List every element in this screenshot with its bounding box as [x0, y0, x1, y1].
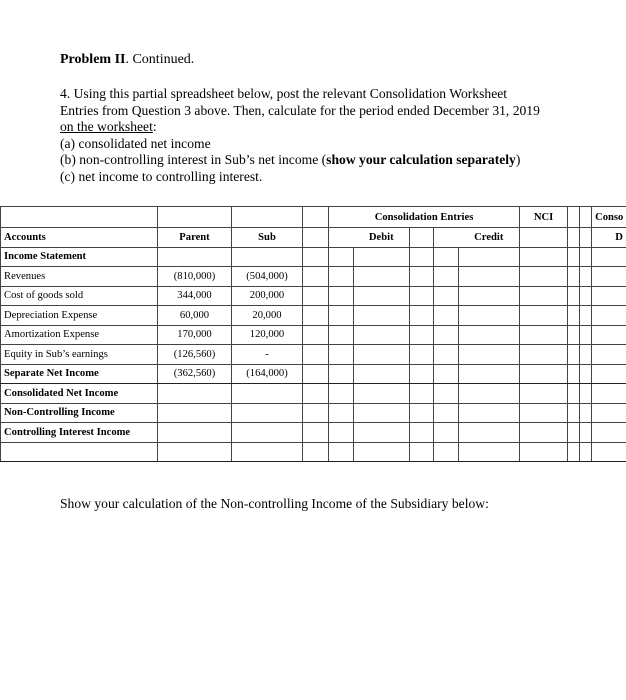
nci-header: NCI — [520, 207, 568, 228]
cell-blank — [329, 228, 354, 248]
table-row — [1, 345, 626, 365]
consolidation-worksheet — [0, 206, 626, 462]
parent-header: Parent — [158, 228, 232, 248]
item-b-bold: show your calculation separately — [326, 152, 516, 167]
instruction-line-3 — [60, 119, 620, 136]
parent-value: (126,560) — [158, 345, 232, 365]
credit-header: Credit — [459, 228, 520, 248]
consolidation-entries-header: Consolidation Entries — [329, 207, 520, 228]
account-name: Separate Net Income — [1, 364, 158, 384]
header-row-1 — [1, 207, 626, 228]
sub-value: (504,000) — [232, 267, 303, 287]
cell-blank — [580, 228, 592, 248]
instruction-line-3-colon: : — [152, 119, 157, 134]
instruction-line-1: 4. Using this partial spreadsheet below, post the relevant Consolidation Worksheet — [60, 86, 508, 101]
account-name: Revenues — [1, 267, 158, 287]
consolidated-net-income-label: Consolidated Net Income — [1, 384, 158, 404]
instructions — [60, 86, 620, 185]
parent-value: 60,000 — [158, 306, 232, 326]
instruction-item-c: (c) net income to controlling interest. — [60, 168, 263, 184]
table-row — [1, 286, 626, 306]
table-row-empty — [1, 442, 626, 462]
total-row — [1, 384, 626, 404]
cell-blank — [1, 207, 158, 228]
account-name: Equity in Sub’s earnings — [1, 345, 158, 365]
sub-value: (164,000) — [232, 364, 303, 384]
account-name: Cost of goods sold — [1, 286, 158, 306]
parent-value: 344,000 — [158, 286, 232, 306]
account-name: Amortization Expense — [1, 325, 158, 345]
cell-blank — [410, 228, 434, 248]
income-statement-title: Income Statement — [1, 247, 158, 267]
accounts-header: Accounts — [1, 228, 158, 248]
table-row — [1, 267, 626, 287]
consolidated-subheader: D — [592, 228, 626, 248]
table-row — [1, 364, 626, 384]
cell-blank — [303, 228, 329, 248]
sub-value: 20,000 — [232, 306, 303, 326]
cell-blank — [303, 207, 329, 228]
parent-value: (362,560) — [158, 364, 232, 384]
item-b-end: ) — [515, 152, 521, 167]
parent-value: (810,000) — [158, 267, 232, 287]
parent-value: 170,000 — [158, 325, 232, 345]
noncontrolling-income-label: Non-Controlling Income — [1, 403, 158, 423]
table-row — [1, 325, 626, 345]
cell-blank — [568, 207, 580, 228]
debit-header: Debit — [354, 228, 410, 248]
sub-header: Sub — [232, 228, 303, 248]
instruction-item-b — [60, 152, 620, 169]
instruction-line-3-text: on the worksheet — [60, 119, 153, 134]
problem-label: Problem II — [60, 52, 126, 67]
cell-blank — [520, 228, 568, 248]
total-row — [1, 423, 626, 443]
cell-blank — [158, 207, 232, 228]
cell-blank — [232, 207, 303, 228]
problem-label-rest: . Continued. — [125, 52, 195, 67]
account-name: Depreciation Expense — [1, 306, 158, 326]
item-b-start: (b) non-controlling interest in Sub’s net income ( — [60, 152, 327, 167]
instruction-line-2: Entries from Question 3 above. Then, calculate for the period ended December 31, 2019 — [60, 102, 540, 118]
table-row — [1, 306, 626, 326]
header-row-2 — [1, 228, 626, 248]
problem-heading — [60, 52, 194, 68]
total-row — [1, 403, 626, 423]
nci-calculation-prompt: Show your calculation of the Non-controlling Income of the Subsidiary below: — [60, 496, 489, 511]
cell-blank — [434, 228, 459, 248]
controlling-interest-income-label: Controlling Interest Income — [1, 423, 158, 443]
cell-blank — [580, 207, 592, 228]
section-row — [1, 247, 626, 267]
cell-blank — [568, 228, 580, 248]
consolidated-header: Conso — [592, 207, 626, 228]
sub-value: - — [232, 345, 303, 365]
sub-value: 120,000 — [232, 325, 303, 345]
sub-value: 200,000 — [232, 286, 303, 306]
instruction-item-a: (a) consolidated net income — [60, 135, 211, 151]
